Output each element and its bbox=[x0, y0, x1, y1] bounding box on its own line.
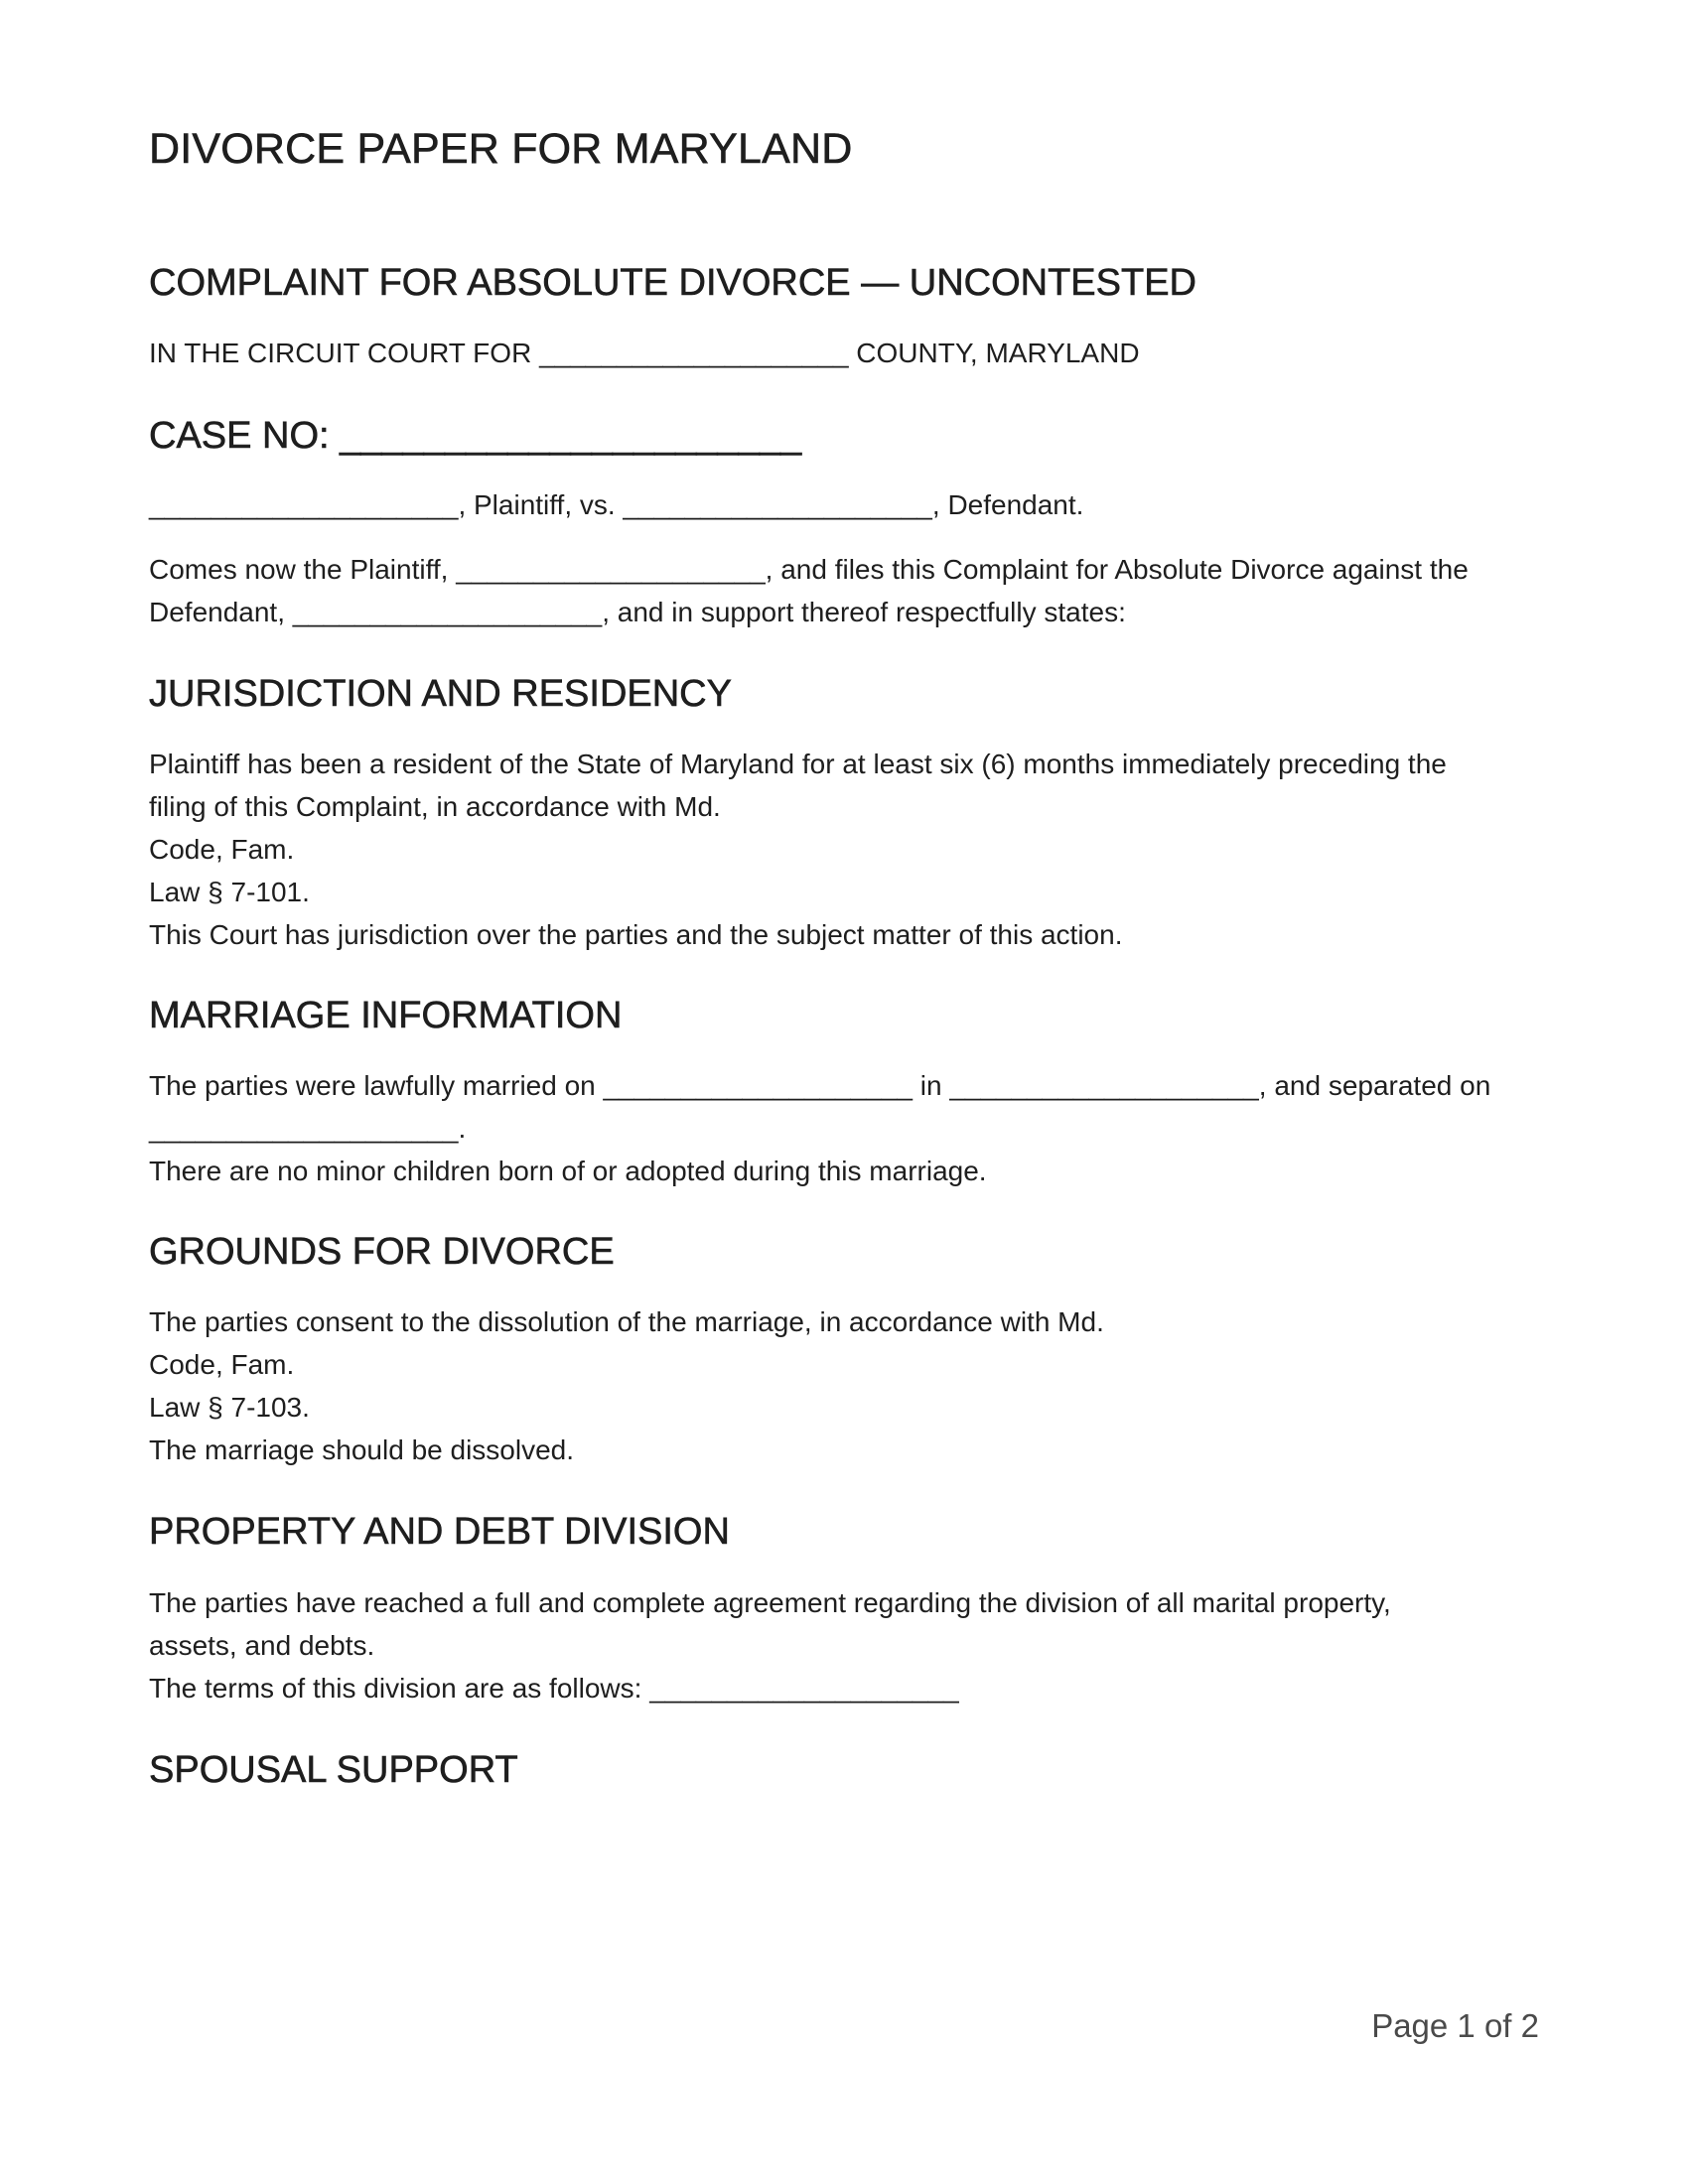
complaint-subtitle: COMPLAINT FOR ABSOLUTE DIVORCE — UNCONTESTED bbox=[149, 262, 1197, 304]
grounds-line-1: The parties consent to the dissolution of the marriage, in accordance with Md. bbox=[149, 1306, 1104, 1337]
marriage-heading: MARRIAGE INFORMATION bbox=[149, 995, 623, 1036]
jurisdiction-line-5: This Court has jurisdiction over the parties and the subject matter of this action. bbox=[149, 919, 1123, 950]
jurisdiction-line-3: Code, Fam. bbox=[149, 834, 295, 865]
property-line-1: The parties have reached a full and complete agreement regarding the division of all marital property, bbox=[149, 1587, 1391, 1618]
jurisdiction-line-4: Law § 7-101. bbox=[149, 877, 310, 907]
grounds-line-2: Code, Fam. bbox=[149, 1349, 295, 1380]
property-line-2: assets, and debts. bbox=[149, 1630, 375, 1661]
jurisdiction-line-2: filing of this Complaint, in accordance with Md. bbox=[149, 791, 721, 822]
jurisdiction-heading: JURISDICTION AND RESIDENCY bbox=[149, 673, 732, 715]
property-line-3: The terms of this division are as follows: ____________________ bbox=[149, 1673, 959, 1704]
grounds-line-4: The marriage should be dissolved. bbox=[149, 1434, 575, 1465]
marriage-line-2: ____________________. bbox=[149, 1113, 467, 1144]
case-number: CASE NO: ______________________ bbox=[149, 415, 802, 457]
parties-line: ____________________, Plaintiff, vs. ____________________, Defendant. bbox=[149, 489, 1084, 520]
court-line: IN THE CIRCUIT COURT FOR ____________________ COUNTY, MARYLAND bbox=[149, 338, 1140, 368]
intro-line-2: Defendant, ____________________, and in support thereof respectfully states: bbox=[149, 597, 1126, 627]
grounds-line-3: Law § 7-103. bbox=[149, 1392, 310, 1423]
grounds-heading: GROUNDS FOR DIVORCE bbox=[149, 1231, 615, 1273]
property-heading: PROPERTY AND DEBT DIVISION bbox=[149, 1511, 730, 1553]
intro-line-1: Comes now the Plaintiff, ____________________, and files this Complaint for Absolute Divorce against the bbox=[149, 554, 1469, 585]
page-number: Page 1 of 2 bbox=[1371, 2007, 1539, 2044]
jurisdiction-line-1: Plaintiff has been a resident of the State of Maryland for at least six (6) months immediately preceding the bbox=[149, 749, 1447, 779]
document-title: DIVORCE PAPER FOR MARYLAND bbox=[149, 125, 853, 173]
marriage-line-3: There are no minor children born of or adopted during this marriage. bbox=[149, 1156, 987, 1186]
marriage-line-1: The parties were lawfully married on ____________________ in ____________________, and separated on bbox=[149, 1070, 1491, 1101]
spousal-support-heading: SPOUSAL SUPPORT bbox=[149, 1749, 518, 1791]
